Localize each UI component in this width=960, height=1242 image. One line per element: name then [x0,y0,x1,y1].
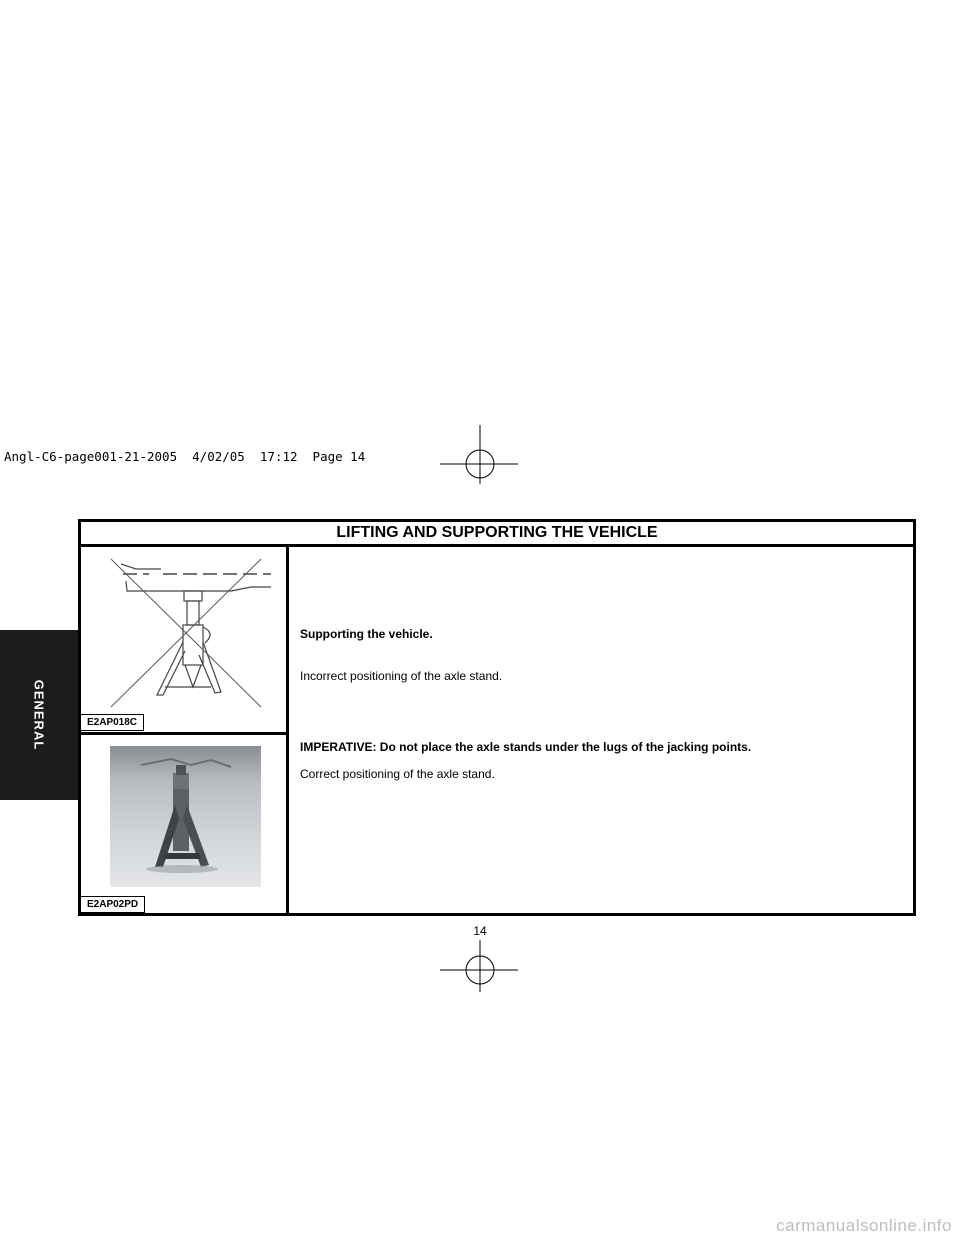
crop-mark-top [440,420,520,500]
figures-column [81,547,289,913]
incorrect-positioning-text: Incorrect positioning of the axle stand. [300,669,503,683]
side-tab-label: GENERAL [31,679,47,751]
imperative-warning: IMPERATIVE: Do not place the axle stands under the lugs of the jacking points. [300,740,752,754]
page-number: 14 [473,924,487,938]
figure-incorrect [81,547,286,735]
correct-positioning-text: Correct positioning of the axle stand. [300,767,495,781]
watermark: carmanualsonline.info [776,1216,952,1235]
side-tab [0,630,78,800]
axle-stand-incorrect-illustration [81,547,286,732]
section-title: LIFTING AND SUPPORTING THE VEHICLE [81,522,913,547]
crop-mark-bottom [440,930,520,1010]
figure-label: E2AP018C [81,714,144,731]
figure-correct [81,735,286,913]
axle-stand-correct-photo [81,735,286,913]
figure-label: E2AP02PD [81,896,145,913]
text-column [289,547,913,913]
heading-supporting: Supporting the vehicle. [300,627,433,641]
print-header: Angl-C6-page001-21-2005 4/02/05 17:12 Page 14 [4,449,366,464]
section-frame [78,519,916,916]
